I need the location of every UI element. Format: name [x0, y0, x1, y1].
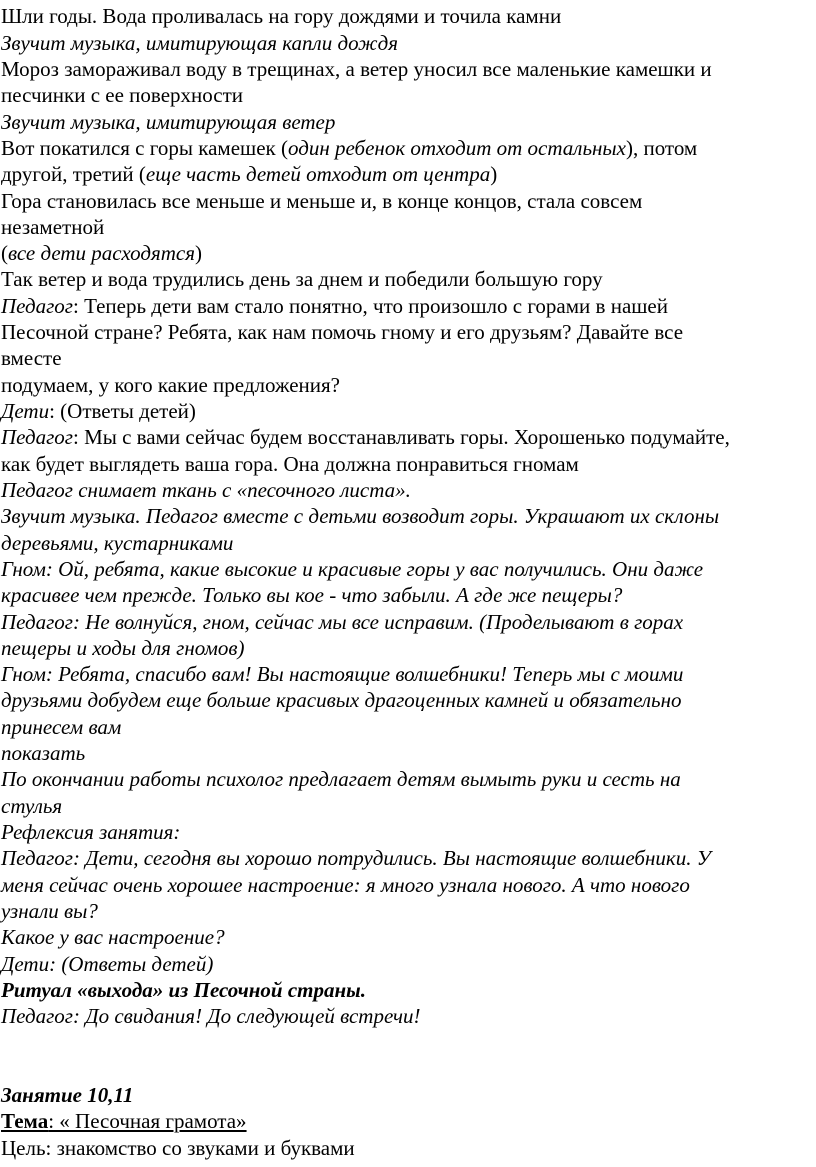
ritual-heading: Ритуал «выхода» из Песочной страны. [1, 978, 366, 1002]
lesson-topic [1, 1108, 247, 1134]
dialogue-line: показать [1, 741, 86, 765]
topic-value: : « Песочная грамота» [48, 1109, 247, 1133]
lesson-goal: Цель: знакомство со звуками и буквами [1, 1136, 355, 1160]
dialogue-line: друзьями добудем еще больше красивых драгоценных камней и обязательно [1, 688, 682, 712]
inline-stage-direction: один ребенок отходит от остальных [287, 136, 626, 160]
text-line: Гора становилась все меньше и меньше и, в конце концов, стала совсем [1, 189, 643, 213]
dialogue-line: Дети: (Ответы детей) [1, 952, 214, 976]
dialogue-line: меня сейчас очень хорошее настроение: я много узнала нового. А что нового [1, 873, 690, 897]
stage-direction: По окончании работы психолог предлагает детям вымыть руки и сесть на [1, 767, 681, 791]
text-line: незаметной [1, 215, 105, 239]
text-line: песчинки с ее поверхности [1, 83, 244, 107]
dialogue-line: Педагог: До свидания! До следующей встречи! [1, 1004, 421, 1028]
text-line: подумаем, у кого какие предложения? [1, 373, 340, 397]
stage-direction: стулья [1, 794, 63, 818]
dialogue-line: Педагог: Теперь дети вам стало понятно, что произошло с горами в нашей [1, 294, 668, 318]
text-line: вместе [1, 346, 62, 370]
dialogue-line: Педагог: Дети, сегодня вы хорошо потрудились. Вы настоящие волшебники. У [1, 846, 711, 870]
dialogue-line: Какое у вас настроение? [1, 925, 225, 949]
inline-stage-direction: все дети расходятся [8, 241, 195, 265]
text-line: (все дети расходятся) [1, 241, 202, 265]
stage-direction: Звучит музыка, имитирующая ветер [1, 110, 336, 134]
text-line: Мороз замораживал воду в трещинах, а ветер уносил все маленькие камешки и [1, 57, 712, 81]
stage-direction: деревьями, кустарниками [1, 531, 234, 555]
stage-direction: Педагог снимает ткань с «песочного листа». [1, 478, 411, 502]
text-line: Песочной стране? Ребята, как нам помочь гному и его друзьям? Давайте все [1, 320, 684, 344]
speaker-label: Педагог [1, 425, 73, 449]
text-line: Так ветер и вода трудились день за днем и победили большую гору [1, 267, 603, 291]
dialogue-line: Педагог: Мы с вами сейчас будем восстанавливать горы. Хорошенько подумайте, [1, 425, 730, 449]
topic-label: Тема [1, 1109, 49, 1133]
dialogue-line: пещеры и ходы для гномов) [1, 636, 245, 660]
dialogue-line: Гном: Ребята, спасибо вам! Вы настоящие волшебники! Теперь мы с моими [1, 662, 684, 686]
section-label: Рефлексия занятия: [1, 820, 181, 844]
dialogue-line: Гном: Ой, ребята, какие высокие и красивые горы у вас получились. Они даже [1, 557, 704, 581]
lesson-heading: Занятие 10,11 [1, 1083, 134, 1107]
text-line: Шли годы. Вода проливалась на гору дождями и точила камни [1, 4, 562, 28]
dialogue-line: принесем вам [1, 715, 122, 739]
speaker-label: Дети [1, 399, 50, 423]
dialogue-line: Педагог: Не волнуйся, гном, сейчас мы все исправим. (Проделывают в горах [1, 610, 684, 634]
inline-stage-direction: еще часть детей отходит от центра [145, 162, 491, 186]
dialogue-line: Дети: (Ответы детей) [1, 399, 196, 423]
dialogue-line: красивее чем прежде. Только вы кое - что забыли. А где же пещеры? [1, 583, 623, 607]
stage-direction: Звучит музыка. Педагог вместе с детьми возводит горы. Украшают их склоны [1, 504, 720, 528]
text-line: другой, третий (еще часть детей отходит от центра) [1, 162, 498, 186]
text-line: как будет выглядеть ваша гора. Она должна понравиться гномам [1, 452, 579, 476]
stage-direction: Звучит музыка, имитирующая капли дождя [1, 31, 398, 55]
text-line: Вот покатился с горы камешек (один ребенок отходит от остальных), потом [1, 136, 698, 160]
dialogue-line: узнали вы? [1, 899, 98, 923]
speaker-label: Педагог [1, 294, 73, 318]
